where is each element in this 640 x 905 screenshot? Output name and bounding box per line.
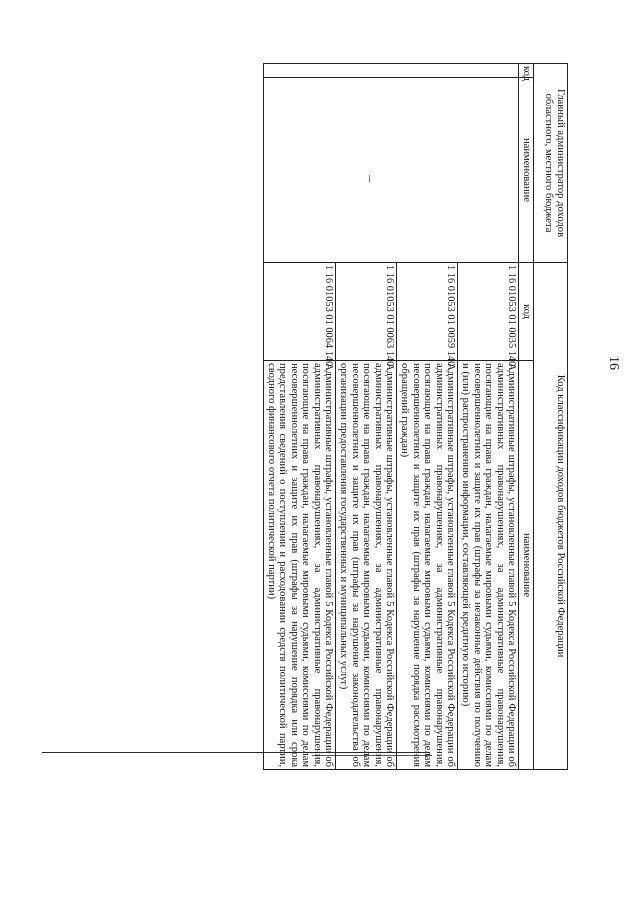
- page-number: 16: [606, 356, 621, 370]
- class-name-cell: Административные штрафы, установленные главой 5 Кодекса Российской Федерации об административных правонарушениях, за административные правонарушения, посягающие на права граждан, налагаемые мировыми судьями, комиссиями по делам несовершеннолетних и защите их прав (штрафы за нарушение законодательства об организации предоставления государственных и муниципальных услуг): [336, 361, 397, 770]
- revenue-classification-table: [263, 63, 568, 770]
- class-code-cell: 1 16 01053 01 0059 140: [397, 263, 458, 361]
- admin-code-cell: [263, 64, 518, 78]
- table-row: [458, 64, 519, 770]
- class-name-cell: Административные штрафы, установленные главой 5 Кодекса Российской Федерации об административных правонарушениях, за административные правонарушения, посягающие на права граждан, налагаемые мировыми судьями, комиссиями по делам несовершеннолетних и защите их прав (штрафы за незаконные действия по получению и (или) распространению информации, составляющей кредитную историю): [458, 361, 519, 770]
- admin-name-header: наименование: [519, 78, 534, 263]
- admin-code-header: код: [519, 64, 534, 78]
- class-name-header: наименование: [519, 361, 534, 770]
- class-code-cell: 1 16 01053 01 0035 140: [458, 263, 519, 361]
- class-code-header: код: [519, 263, 534, 361]
- class-code-cell: 1 16 01053 01 0063 140: [336, 263, 397, 361]
- classification-group-header: Код классификации доходов бюджетов Российской Федерации: [534, 263, 568, 770]
- class-name-cell: Административные штрафы, установленные главой 5 Кодекса Российской Федерации об административных правонарушениях, за административные правонарушения, посягающие на права граждан, налагаемые мировыми судьями, комиссиями по делам несовершеннолетних и защите их прав (штрафы за нарушение порядка или срока представления сведений о поступлении и расходовании средств политической партии, сводного финансового отчета политической партии): [263, 361, 336, 770]
- table-subheader-row: [519, 64, 534, 770]
- rotated-table-wrapper: [68, 63, 568, 769]
- class-name-cell: Административные штрафы, установленные главой 5 Кодекса Российской Федерации об административных правонарушениях, за административные правонарушения, посягающие на права граждан, налагаемые мировыми судьями, комиссиями по делам несовершеннолетних и защите их прав (штрафы за нарушение порядка рассмотрения обращений граждан): [397, 361, 458, 770]
- admin-name-cell: [263, 78, 518, 263]
- admin-group-header: Главный администратор доходов областного, местного бюджета: [534, 64, 568, 263]
- class-code-cell: 1 16 01053 01 0064 140: [263, 263, 336, 361]
- table-header-row: [534, 64, 568, 770]
